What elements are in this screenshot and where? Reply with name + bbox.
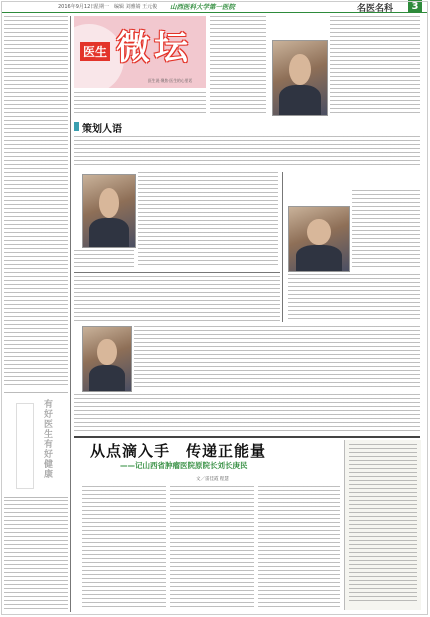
planner-heading: 策划人语 <box>82 124 122 135</box>
mid-left-text-2 <box>74 250 134 268</box>
doctor-photo-mid-right <box>288 206 350 272</box>
mid-right-text-a <box>352 190 420 270</box>
banner <box>74 16 206 88</box>
doctor-photo-mid-left <box>82 174 136 248</box>
top-right-text-a <box>210 16 266 116</box>
feature-side-text <box>349 444 417 604</box>
masthead-paper-name: 山西医科大学第一医院 <box>170 3 235 11</box>
feature-side-box <box>344 440 421 610</box>
left-vertical-headline-box <box>4 392 68 498</box>
mid-right-text-b <box>288 274 420 322</box>
feature-col-1 <box>82 486 166 610</box>
planner-text <box>74 136 420 166</box>
banner-small-label: 医生 <box>80 42 110 61</box>
intro-text <box>74 92 206 116</box>
masthead-bar <box>2 2 428 13</box>
masthead-weekday: 星期一 <box>94 4 110 10</box>
left-column-divider <box>70 16 71 612</box>
masthead-section-name: 名医名科 <box>357 4 394 14</box>
banner-big-title: 微坛 <box>116 28 192 68</box>
left-column-text-lower <box>4 500 68 612</box>
banner-subtitle: 医生说·聚焦·医生的心里话 <box>148 78 193 83</box>
doctor-photo-row3 <box>82 326 132 392</box>
feature-col-3 <box>258 486 340 610</box>
row-divider-1 <box>74 272 280 273</box>
top-right-text-b <box>330 16 420 116</box>
row3-text-right <box>134 326 420 390</box>
feature-title: 从点滴入手 传递正能量 <box>90 442 267 460</box>
doctor-photo-top-right <box>272 40 328 116</box>
planner-heading-box <box>74 120 206 133</box>
row3-left-text <box>74 276 280 324</box>
mid-divider <box>282 172 283 322</box>
long-paragraph <box>74 394 420 432</box>
feature-col-2 <box>170 486 254 610</box>
page-number-badge: 3 <box>408 0 422 13</box>
left-column-text <box>4 16 68 386</box>
left-vertical-headline: 有好医生有好健康 <box>42 399 52 479</box>
masthead-editor: 编辑 刘雅婧 王元俊 <box>114 4 158 10</box>
planner-heading-marker <box>74 122 79 131</box>
left-vertical-decor <box>16 403 34 489</box>
masthead-date: 2016年9月12日 <box>58 4 96 10</box>
mid-left-text <box>138 172 278 268</box>
feature-subtitle: ——记山西省肿瘤医院原院长刘长庚民 <box>120 461 248 470</box>
feature-byline: 文／雷佳霞 程慧 <box>196 477 229 482</box>
feature-top-rule <box>74 436 420 438</box>
